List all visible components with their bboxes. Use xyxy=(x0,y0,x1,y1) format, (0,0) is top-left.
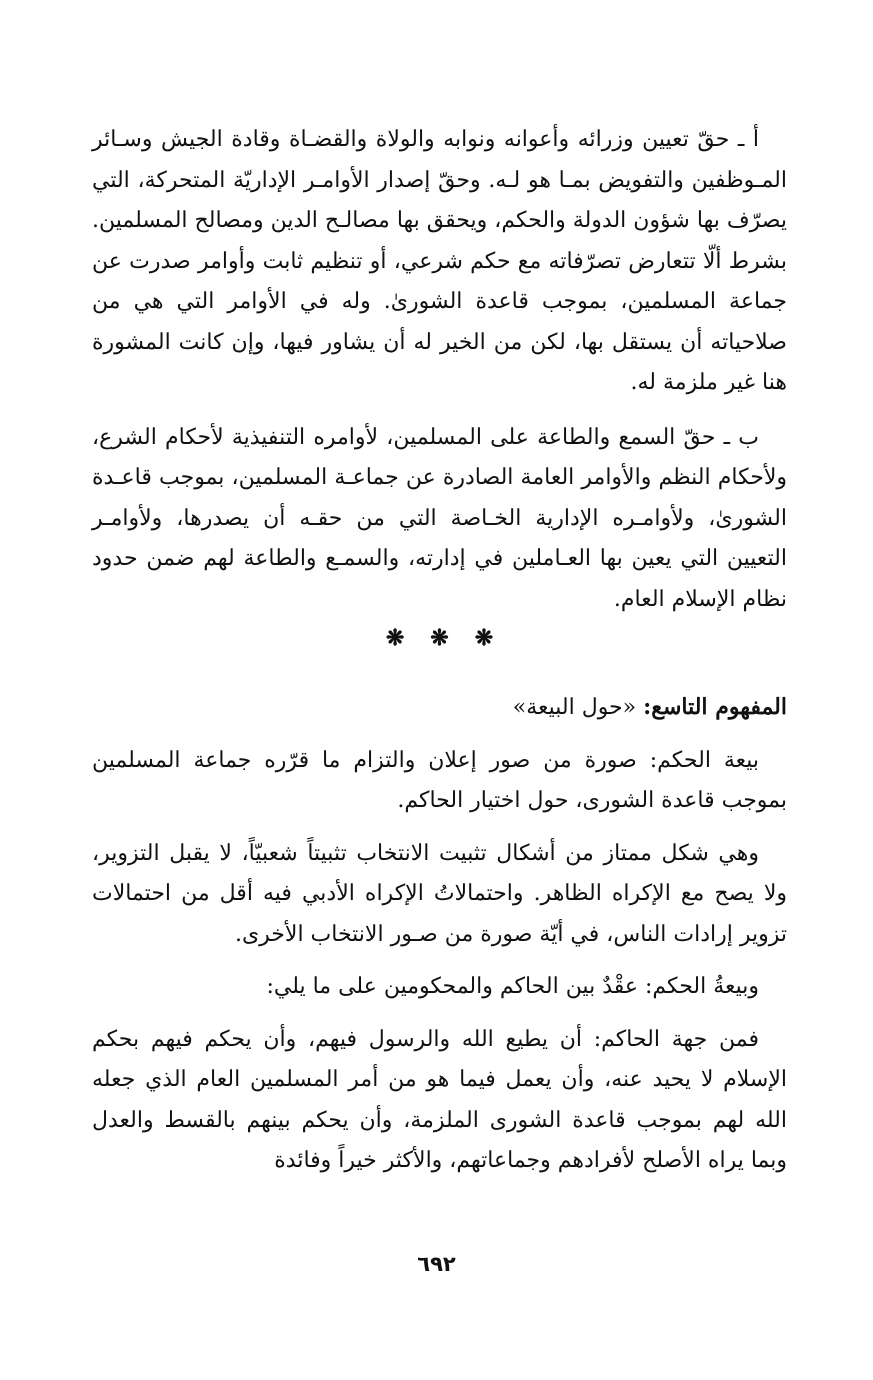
page-body xyxy=(92,120,787,1182)
section-separator xyxy=(92,618,787,659)
paragraph-bay-a-election-form: وهي شكل ممتاز من أشكال تثبيت الانتخاب تثبيتاً شعبيّاً، لا يقبل التزوير، ولا يصح مع الإكراه الظاهر. واحتمالاتُ الإكراه الأدبي فيه أقل من احتمالات تزوير إرادات الناس، في أيّة صورة من صـور الانتخاب الأخرى. xyxy=(92,840,787,947)
section-heading-title: «حول البيعة» xyxy=(512,695,637,720)
page-number: ٦٩٢ xyxy=(417,1252,456,1276)
section-heading xyxy=(92,687,787,729)
paragraph-bay-a-definition: بيعة الحكم: صورة من صور إعلان والتزام ما قرّره جماعة المسلمين بموجب قاعدة الشورى، حول اختيار الحاكم. xyxy=(92,747,787,813)
separator-star-icon: ❋ xyxy=(385,625,405,651)
paragraph-right-of-appointment: أ ـ حقّ تعيين وزرائه وأعوانه ونوابه والولاة والقضـاة وقادة الجيش وسـائر المـوظفين والتفويض بمـا هو لـه. وحقّ إصدار الأوامـر الإداريّة المتحركة، التي يصرّف بها شؤون الدولة والحكم، ويحقق بها مصالـح الدين ومصالح المسلمين. بشرط ألّا تتعارض تصرّفاته مع حكم شرعي، أو تنظيم ثابت وأوامر صدرت عن جماعة المسلمين، بموجب قاعدة الشورىٰ. وله في الأوامر التي هي من صلاحياته أن يستقل بها، لكن من الخير له أن يشاور فيها، وإن كانت المشورة هنا غير ملزمة له. xyxy=(92,127,787,395)
paragraph-ruler-obligations: فمن جهة الحاكم: أن يطيع الله والرسول فيهم، وأن يحكم فيهم بحكم الإسلام لا يحيد عنه، وأن يعمل فيما هو من أمر المسلمين العام الذي جعله الله لهم بموجب قاعدة الشورى الملزمة، وأن يحكم بينهم بالقسط والعدل وبما يراه الأصلح لأفرادهم وجماعاتهم، والأكثر خيراً وفائدة xyxy=(92,1026,787,1173)
separator-star-icon: ❋ xyxy=(430,625,449,651)
section-heading-label: المفهوم التاسع: xyxy=(643,694,787,720)
paragraph-bay-a-contract: وبيعةُ الحكم: عقْدٌ بين الحاكم والمحكومين على ما يلي: xyxy=(266,974,759,999)
paragraph-right-of-obedience: ب ـ حقّ السمع والطاعة على المسلمين، لأوامره التنفيذية لأحكام الشرع، ولأحكام النظم والأوامر العامة الصادرة عن جماعـة المسلمين، بموجب قاعـدة الشورىٰ، ولأوامـره الإدارية الخـاصة التي من حقـه أن يصدرها، ولأوامـر التعيين التي يعين بها العـاملين في إدارته، والسمـع والطاعة لهم ضمن حدود نظام الإسلام العام. xyxy=(92,424,787,612)
separator-star-icon: ❋ xyxy=(474,625,494,651)
